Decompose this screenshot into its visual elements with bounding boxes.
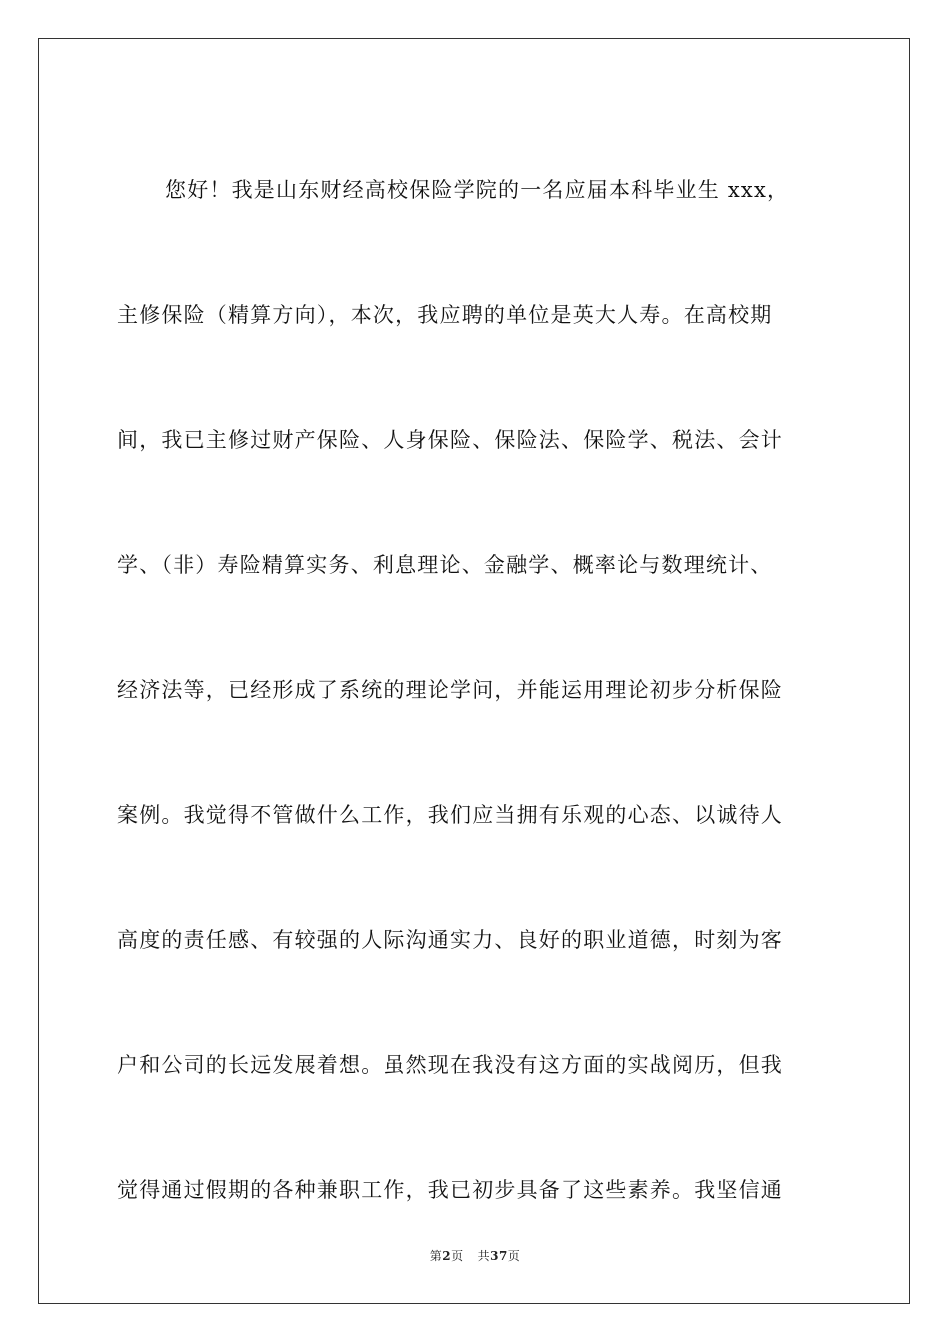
- page-frame: [38, 38, 910, 1304]
- page-suffix: 页: [451, 1249, 464, 1263]
- page-prefix: 第: [429, 1249, 443, 1263]
- paragraph-line: 间，我已主修过财产保险、人身保险、保险法、保险学、税法、会计: [117, 428, 783, 452]
- paragraph-line: 您好！我是山东财经高校保险学院的一名应届本科毕业生 xxx，: [165, 178, 790, 202]
- total-prefix: 共: [477, 1249, 491, 1263]
- paragraph-line: 学、（非）寿险精算实务、利息理论、金融学、概率论与数理统计、: [117, 553, 773, 577]
- page-number: 2: [442, 1249, 452, 1263]
- total-pages: 37: [490, 1249, 508, 1263]
- paragraph-line: 觉得通过假期的各种兼职工作，我已初步具备了这些素养。我坚信通: [117, 1178, 783, 1202]
- paragraph-line: 户和公司的长远发展着想。虽然现在我没有这方面的实战阅历，但我: [117, 1053, 783, 1077]
- page-footer: [39, 1247, 911, 1264]
- paragraph-line: 主修保险（精算方向），本次，我应聘的单位是英大人寿。在高校期: [117, 303, 773, 327]
- document-body: [117, 135, 877, 1260]
- paragraph-line: 经济法等，已经形成了系统的理论学问，并能运用理论初步分析保险: [117, 678, 783, 702]
- paragraph-line: 案例。我觉得不管做什么工作，我们应当拥有乐观的心态、以诚待人: [117, 803, 783, 827]
- total-suffix: 页: [507, 1249, 521, 1263]
- paragraph-line: 高度的责任感、有较强的人际沟通实力、良好的职业道德，时刻为客: [117, 928, 783, 952]
